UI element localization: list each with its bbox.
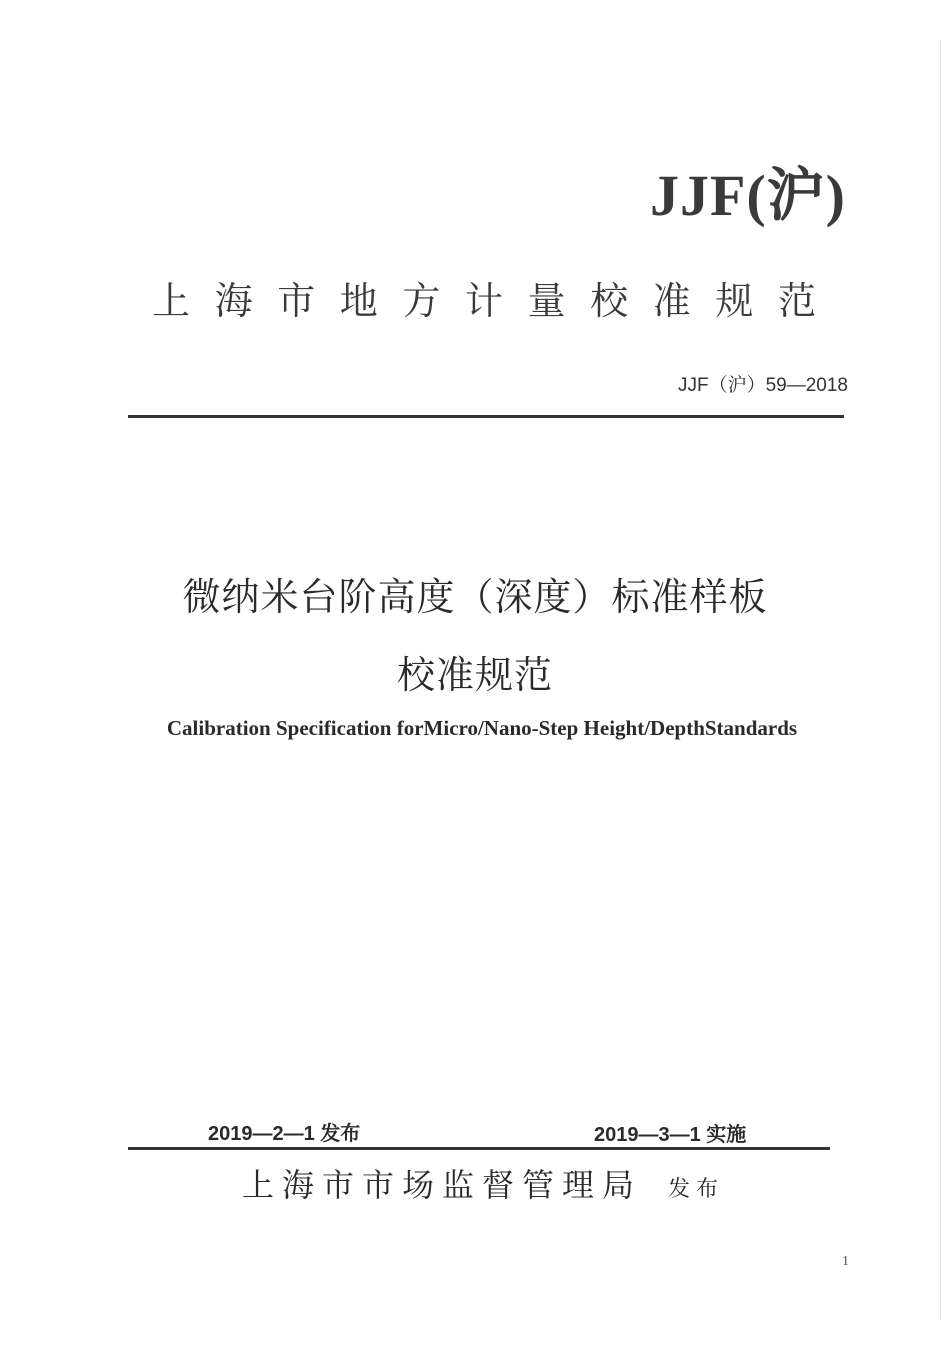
title-english: Calibration Specification forMicro/Nano-Step Height/DepthStandards — [166, 716, 798, 740]
series-mark: JJF(沪) — [649, 163, 846, 228]
spec-category-char: 海 — [214, 279, 253, 323]
publish-date: 2019—2—1 发布 — [208, 1123, 361, 1145]
spec-category — [152, 270, 816, 325]
implement-date: 2019—3—1 实施 — [594, 1124, 747, 1146]
spec-category-char: 地 — [339, 279, 378, 323]
spec-category-char: 上 — [152, 279, 191, 323]
doc-number: JJF（沪）59—2018 — [677, 375, 848, 396]
top-divider — [128, 415, 844, 418]
spec-category-char: 市 — [277, 279, 316, 323]
page-number: 1 — [842, 1254, 849, 1269]
bottom-divider — [128, 1147, 830, 1150]
spec-category-char: 规 — [715, 279, 754, 323]
spec-category-char: 计 — [464, 279, 503, 323]
title-chinese-line2: 校准规范 — [396, 653, 553, 697]
spec-category-char: 准 — [652, 279, 691, 323]
issuer-name: 上海市市场监督管理局 — [242, 1166, 643, 1204]
issuer-suffix: 发布 — [668, 1177, 725, 1202]
spec-category-char: 量 — [527, 279, 566, 323]
spec-category-char: 范 — [777, 279, 816, 323]
spec-category-char: 方 — [402, 279, 441, 323]
title-chinese-line1: 微纳米台阶高度（深度）标准样板 — [182, 575, 768, 619]
spec-category-char: 校 — [590, 279, 629, 323]
